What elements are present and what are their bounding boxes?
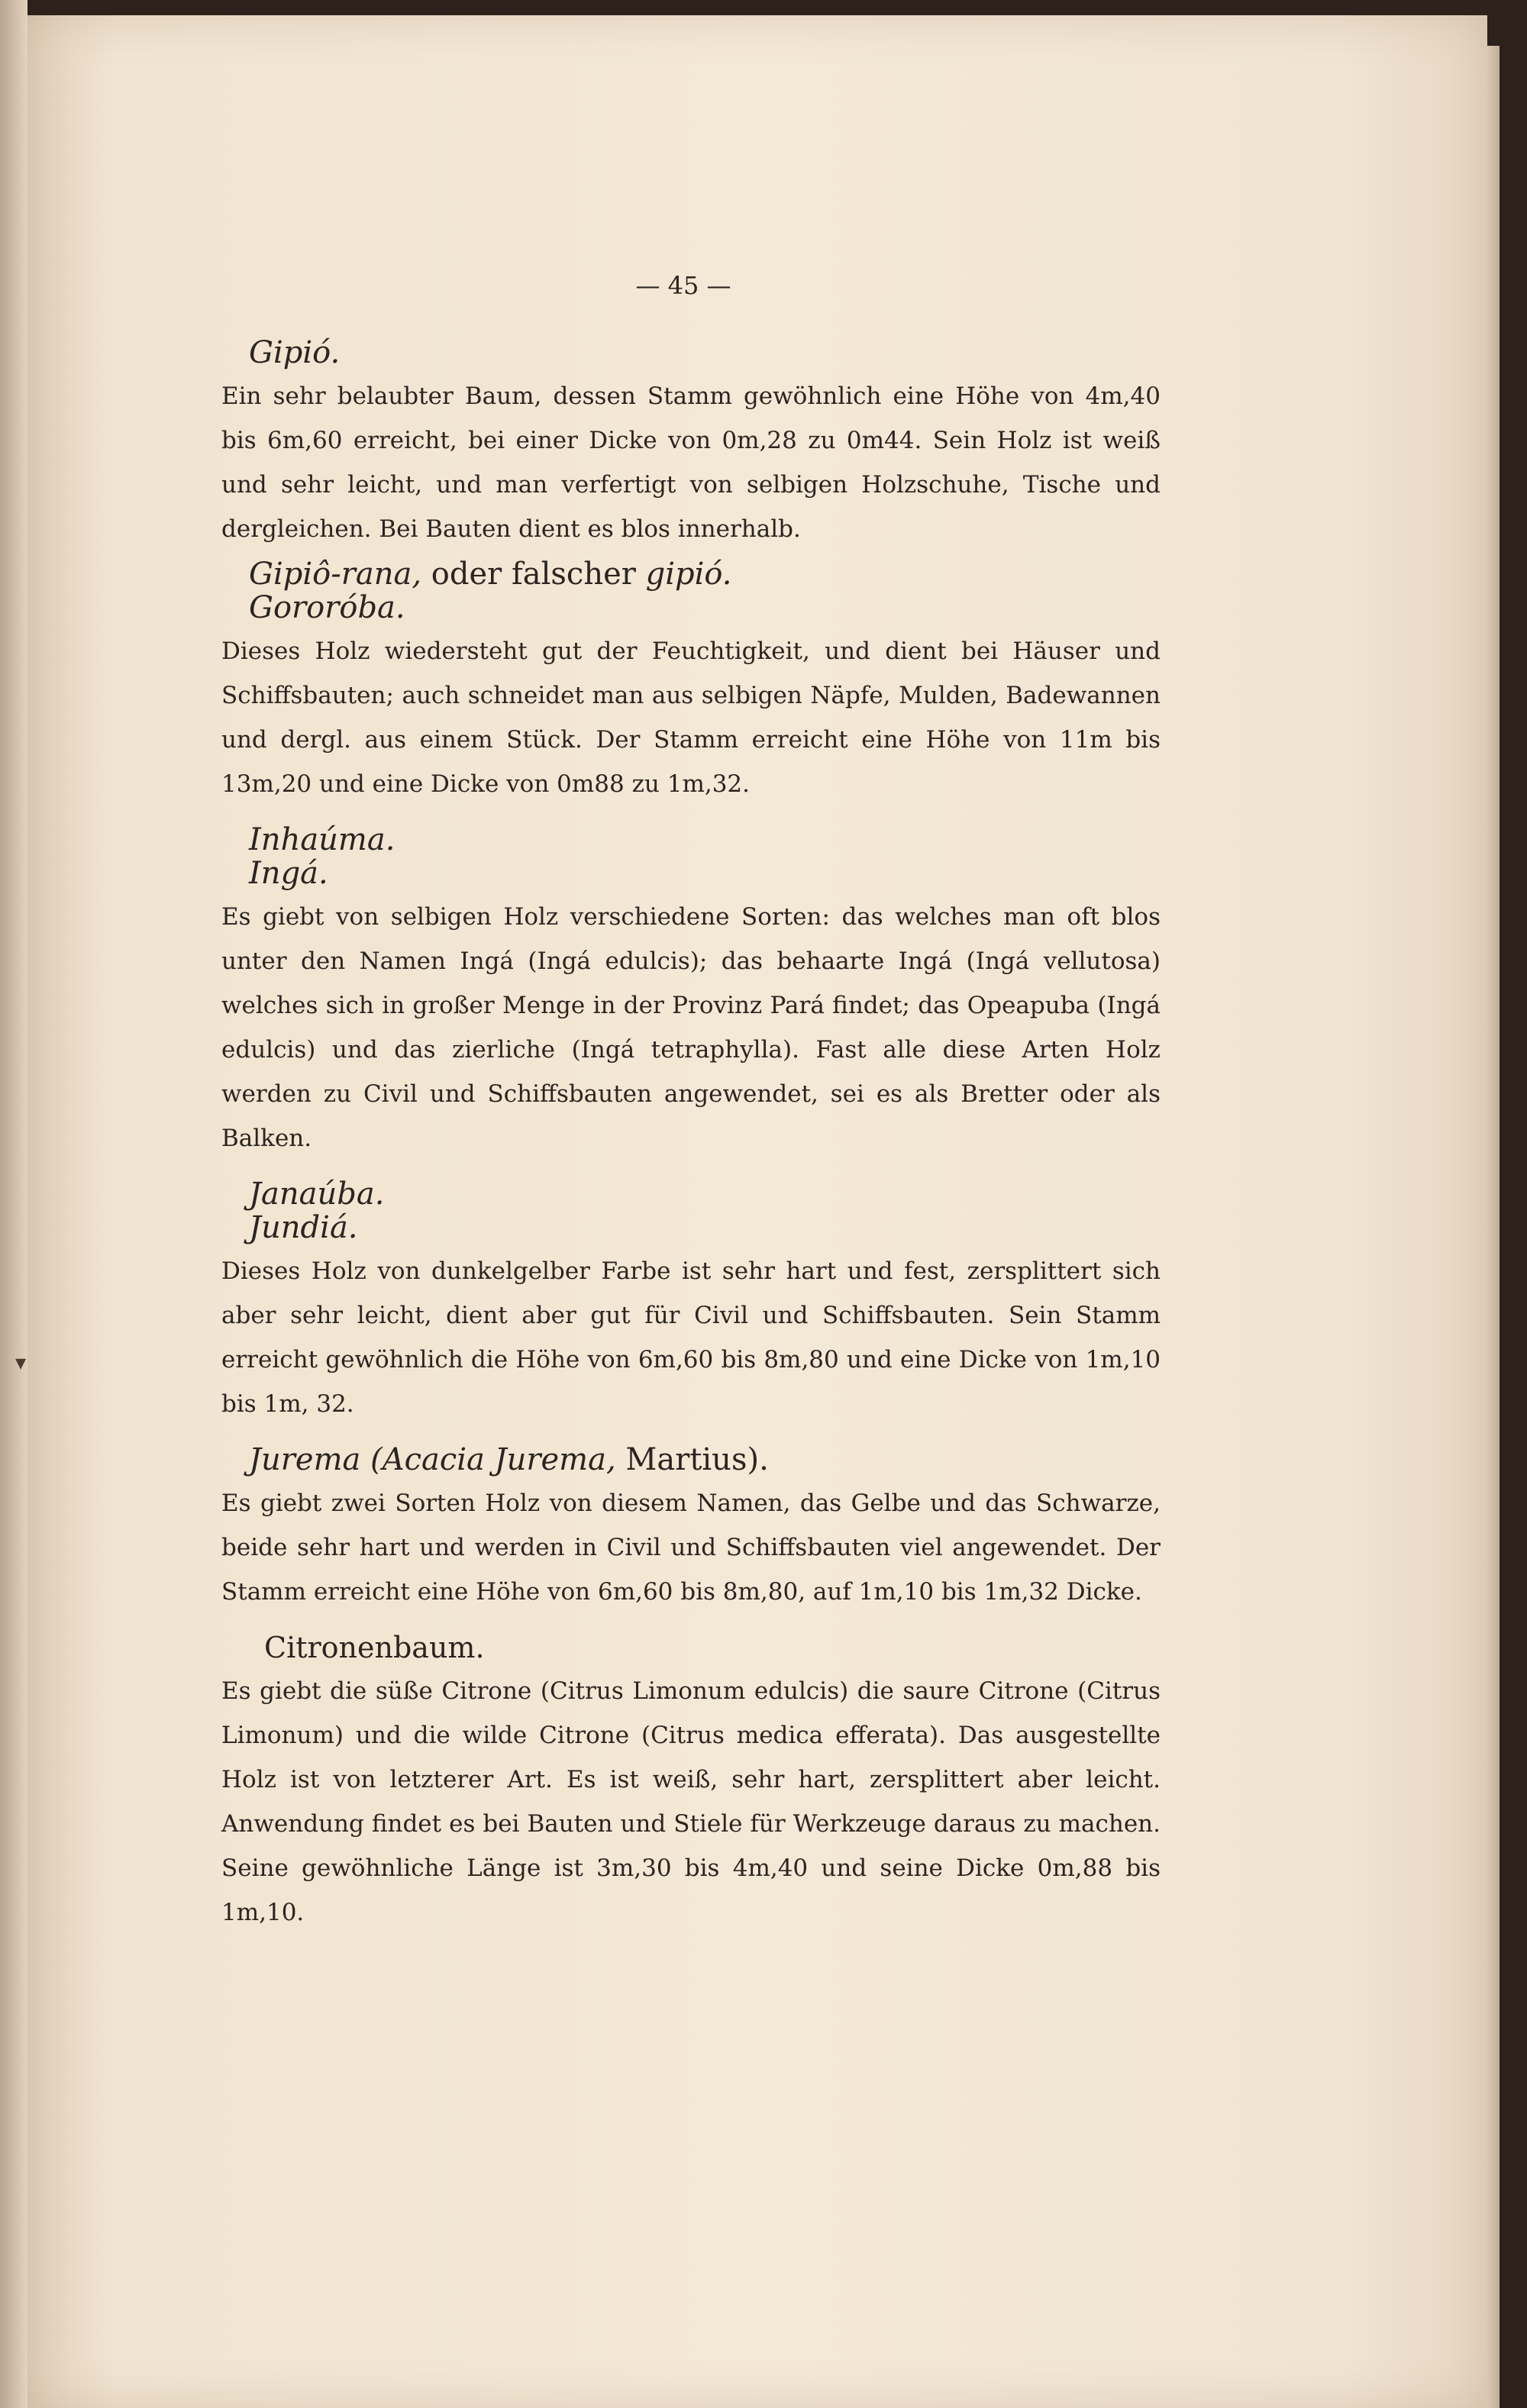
heading-italic: Gipiô-rana,	[249, 557, 422, 592]
entry-text: Dieses Holz von dunkelgelber Farbe ist sehr hart und fest, zersplittert sich aber sehr leicht, dient aber gut für Civil und Schiffsbauten. Sein Stamm erreicht gewöhnlich die Höhe von 6m,60 bis 8m,80 und eine Dicke von 1m,10 bis 1m, 32.	[221, 1257, 1161, 1418]
entry-citronenbaum	[221, 1631, 1161, 1935]
entry-heading: Citronenbaum.	[264, 1631, 485, 1664]
entry-heading-2: Ingá.	[249, 856, 328, 891]
entry-heading: Janaúba.	[249, 1177, 385, 1212]
page-number: — 45 —	[635, 271, 731, 300]
entry-text: Ein sehr belaubter Baum, dessen Stamm gewöhnlich eine Höhe von 4m,40 bis 6m,60 erreicht, bei einer Dicke von 0m,28 zu 0m44. Sein Holz ist weiß und sehr leicht, und man verfertigt von selbigen Holzschuhe, Tische und dergleichen. Bei Bauten dient es blos innerhalb.	[221, 383, 1161, 543]
page-content	[221, 336, 1161, 1935]
heading-plain: oder falscher	[421, 557, 646, 592]
entry-heading	[221, 1443, 1161, 1477]
entry-heading-2: Jundiá.	[249, 1210, 358, 1245]
heading-italic: Jurema (Acacia Jurema,	[249, 1442, 616, 1477]
entry-heading	[221, 557, 1161, 591]
entry-text: Es giebt von selbigen Holz verschiedene Sorten: das welches man oft blos unter den Namen Ingá (Ingá edulcis); das behaarte Ingá (Ingá vellutosa) welches sich in großer Menge in der Provinz Pará findet; das Opeapuba (Ingá edulcis) und das zierliche (Ingá tetraphylla). Fast alle diese Arten Holz werden zu Civil und Schiffsbauten angewendet, sei es als Bretter oder als Balken.	[221, 903, 1161, 1152]
entry-janauba	[221, 1177, 1161, 1426]
entry-text: Dieses Holz wiedersteht gut der Feuchtigkeit, und dient bei Häuser und Schiffsbauten; auch schneidet man aus selbigen Näpfe, Mulden, Badewannen und dergl. aus einem Stück. Der Stamm erreicht eine Höhe von 11m bis 13m,20 und eine Dicke von 0m88 zu 1m,32.	[221, 638, 1161, 798]
entry-text: Es giebt zwei Sorten Holz von diesem Namen, das Gelbe und das Schwarze, beide sehr hart und werden in Civil und Schiffsbauten viel angewendet. Der Stamm erreicht eine Höhe von 6m,60 bis 8m,80, auf 1m,10 bis 1m,32 Dicke.	[221, 1490, 1161, 1606]
entry-text: Es giebt die süße Citrone (Citrus Limonum edulcis) die saure Citrone (Citrus Limonum) und die wilde Citrone (Citrus medica efferata). Das ausgestellte Holz ist von letzterer Art. Es ist weiß, sehr hart, zersplittert aber leicht. Anwendung findet es bei Bauten und Stiele für Werkzeuge daraus zu machen. Seine gewöhnliche Länge ist 3m,30 bis 4m,40 und seine Dicke 0m,88 bis 1m,10.	[221, 1677, 1161, 1926]
entry-heading-2: Gororóba.	[249, 590, 405, 625]
previous-page-edge	[0, 0, 27, 2408]
entry-gipio	[221, 336, 1161, 551]
entry-heading: Gipió.	[249, 335, 341, 370]
heading-plain: Martius).	[615, 1442, 769, 1477]
margin-mark: ▾	[15, 1350, 27, 1375]
entry-jurema	[221, 1443, 1161, 1614]
page-stack-edge	[1487, 46, 1500, 2408]
heading-italic: gipió.	[645, 557, 732, 592]
entry-heading: Inhaúma.	[249, 822, 395, 857]
entry-gipio-rana	[221, 557, 1161, 806]
entry-inhauma	[221, 823, 1161, 1160]
